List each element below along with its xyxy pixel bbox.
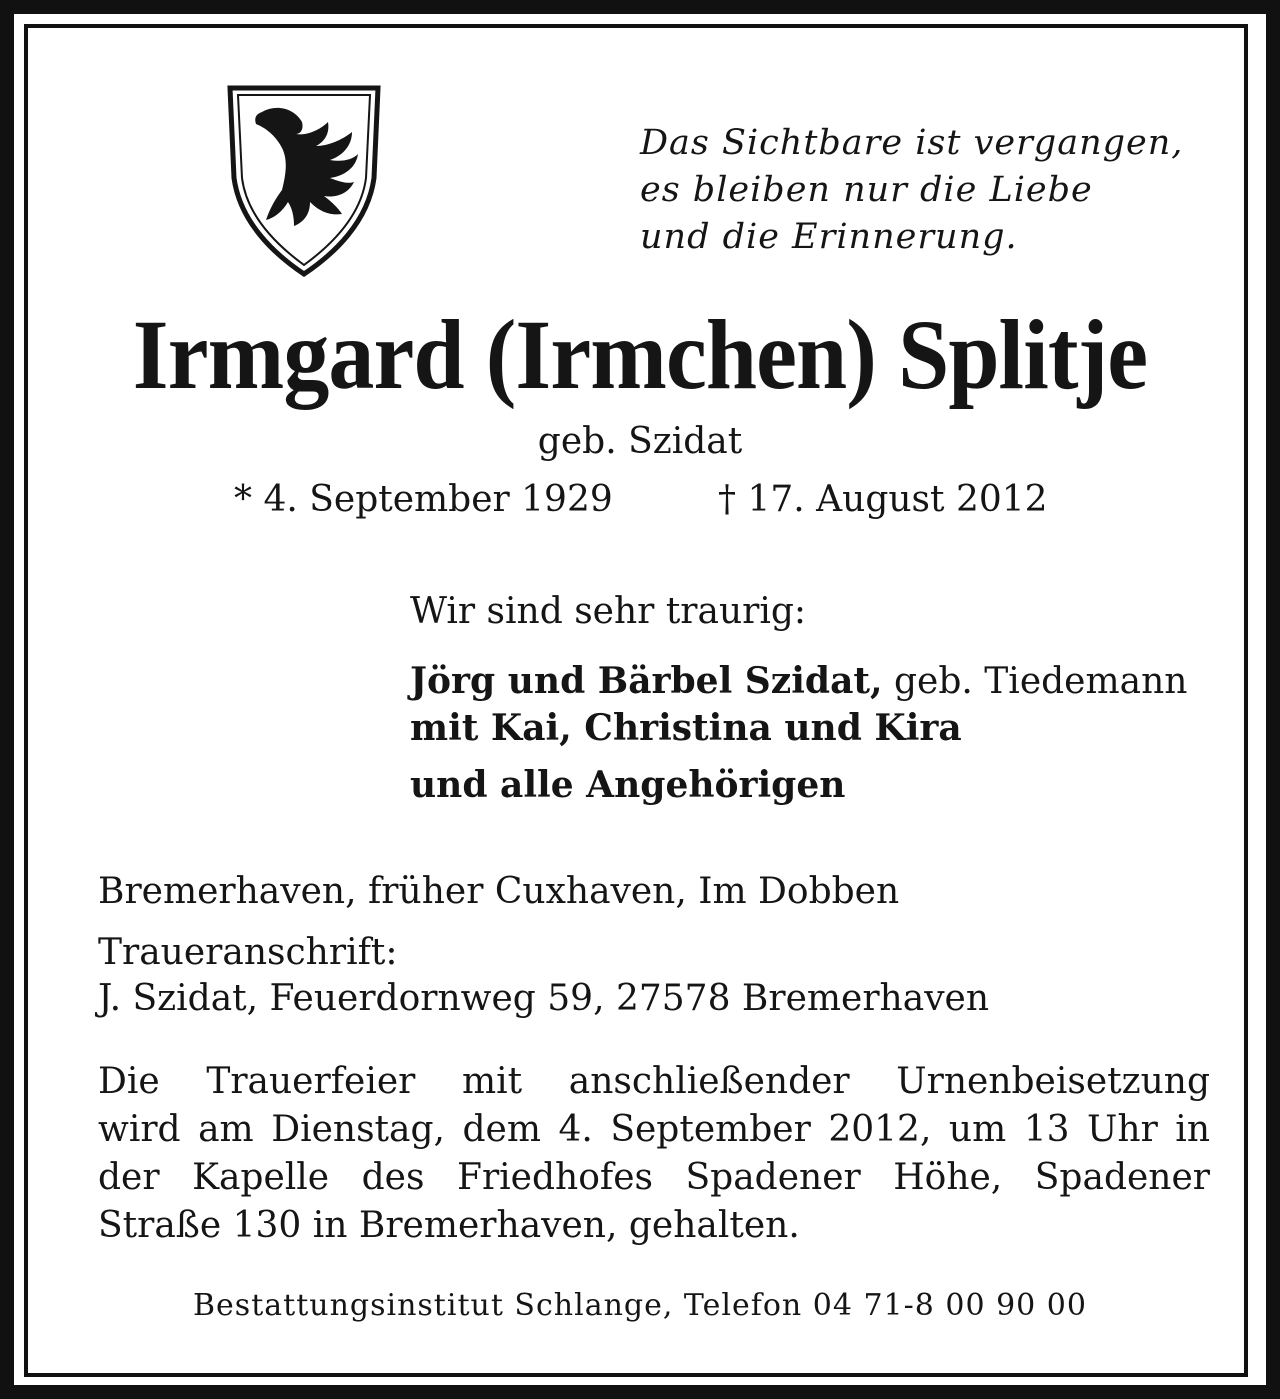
obituary-frame xyxy=(24,24,1248,1377)
birth-date: * 4. September 1929 xyxy=(234,479,613,520)
ceremony-line-2: wird am Dienstag, dem 4. September 2012, um 13 Uhr in xyxy=(98,1109,1210,1150)
funeral-home-footer: Bestattungsinstitut Schlange, Telefon 04 71-8 00 90 00 xyxy=(193,1288,1087,1323)
address-label: Traueranschrift: xyxy=(98,932,398,973)
mourner-family-note: geb. Tiedemann xyxy=(882,661,1188,702)
mourner-children xyxy=(410,705,1187,752)
spacer xyxy=(410,752,1187,762)
death-date: † 17. August 2012 xyxy=(718,479,1048,520)
mourners-list xyxy=(410,658,1187,809)
motto-line-2: es bleiben nur die Liebe xyxy=(640,170,1093,210)
mourner-relatives-text: und alle Angehörigen xyxy=(410,764,846,806)
ceremony-line-4: Straße 130 in Bremerhaven, gehalten. xyxy=(98,1205,800,1246)
motto-line-3: und die Erinnerung. xyxy=(640,217,1018,257)
ceremony-line-1: Die Trauerfeier mit anschließender Urnenbeisetzung xyxy=(98,1061,1210,1102)
mourning-intro: Wir sind sehr traurig: xyxy=(410,591,807,632)
address-line: J. Szidat, Feuerdornweg 59, 27578 Bremerhaven xyxy=(98,978,990,1019)
mourner-family xyxy=(410,658,1187,705)
ceremony-notice xyxy=(98,1058,1210,1250)
motto-line-1: Das Sichtbare ist vergangen, xyxy=(640,123,1184,163)
mourner-relatives xyxy=(410,762,1187,809)
mourner-family-names: Jörg und Bärbel Szidat, xyxy=(410,660,883,702)
mourner-children-names: mit Kai, Christina und Kira xyxy=(410,707,962,749)
eagle-wing-shield-icon xyxy=(224,82,384,278)
mourning-address xyxy=(98,930,989,1022)
motto-quote xyxy=(640,120,1240,261)
deceased-name: Irmgard (Irmchen) Splitje xyxy=(132,299,1148,410)
maiden-name: geb. Szidat xyxy=(537,421,743,462)
obituary-paper xyxy=(14,14,1266,1385)
residence-line: Bremerhaven, früher Cuxhaven, Im Dobben xyxy=(98,871,900,912)
ceremony-line-3: der Kapelle des Friedhofes Spadener Höhe, Spadener xyxy=(98,1157,1210,1198)
